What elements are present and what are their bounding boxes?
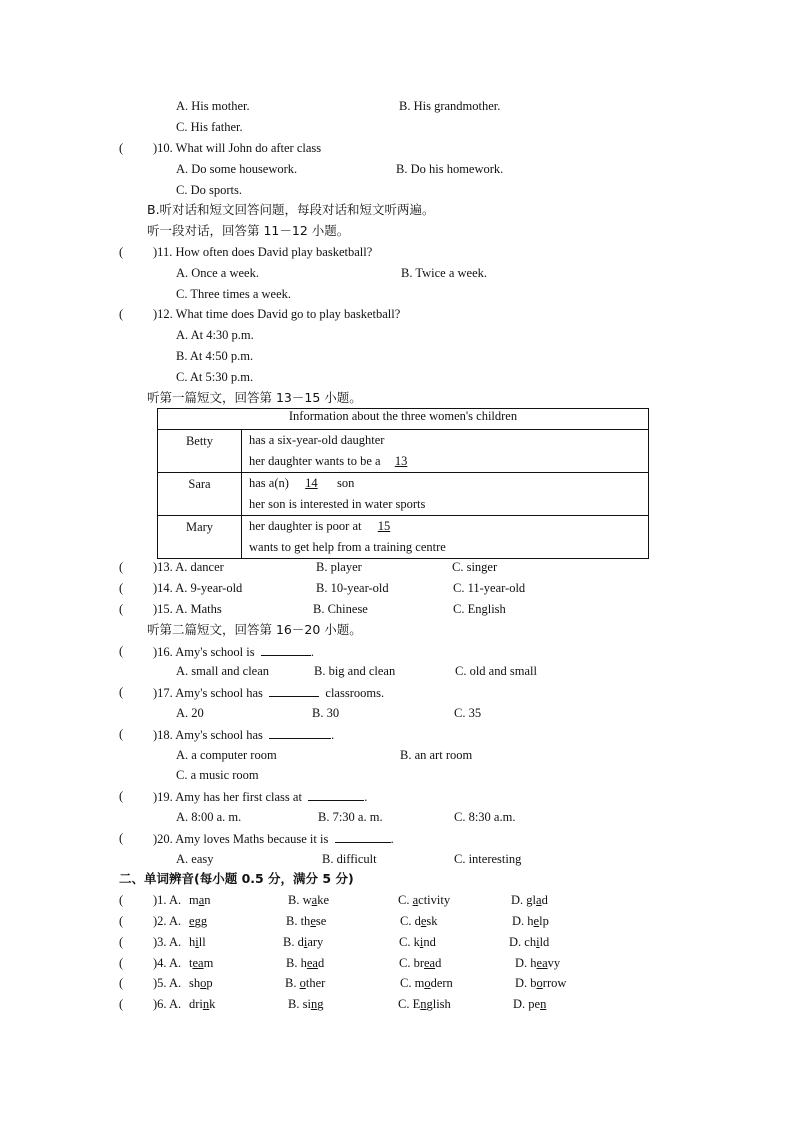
w3-option-a (189, 934, 206, 950)
q19-answer-blank (308, 788, 364, 801)
w2a-key: e (189, 914, 195, 928)
q11-option-c: C. Three times a week. (176, 287, 292, 301)
q20-paren: ( (119, 831, 124, 845)
q16-answer-blank (261, 643, 311, 656)
dialog1-instruction: 听一段对话，回答第 11－12 小题。 (147, 223, 350, 238)
q18-answer-blank (269, 726, 331, 739)
w3-paren: ( (119, 935, 124, 949)
w1-option-a (189, 892, 211, 908)
w5b-post: ther (305, 976, 326, 990)
q12-option-c: C. At 5:30 p.m. (176, 370, 254, 384)
w4c-pre: C. br (399, 956, 424, 970)
w1-option-b (288, 892, 329, 908)
q10-paren: ( (119, 141, 124, 155)
q14-option-c: C. 11-year-old (453, 581, 526, 595)
w2a-post: gg (194, 914, 208, 928)
w5-option-c (400, 975, 453, 991)
w5a-post: p (206, 976, 213, 990)
sara-line1-a: has a(n) (249, 476, 289, 490)
q9-option-b: B. His grandmother. (399, 99, 501, 113)
w3d-pre: D. ch (509, 935, 537, 949)
table-row-mary-name: Mary (158, 516, 242, 559)
q9-option-a: A. His mother. (176, 99, 250, 113)
q11-option-b: B. Twice a week. (401, 266, 488, 280)
w1c-post: ctivity (418, 893, 451, 907)
w4c-key: ea (424, 956, 436, 970)
w5-option-a (189, 975, 213, 991)
w4b-pre: B. h (286, 956, 307, 970)
mary-line2: wants to get help from a training centre (249, 540, 446, 554)
w4b-post: d (317, 956, 325, 970)
sara-line1-b: son (337, 476, 355, 490)
w5-option-b (285, 975, 325, 991)
w2-paren: ( (119, 914, 124, 928)
q14-question: )14. A. 9-year-old (153, 581, 243, 595)
w4-option-c (399, 955, 441, 971)
q16-question (153, 643, 314, 660)
q14-option-b: B. 10-year-old (316, 581, 389, 595)
w2-number: )2. A. (153, 914, 182, 928)
q17-option-c: C. 35 (454, 706, 482, 720)
q20-option-a: A. easy (176, 852, 214, 866)
q10-option-c: C. Do sports. (176, 183, 242, 197)
w3d-post: ld (539, 935, 550, 949)
w2c-post: sk (426, 914, 438, 928)
q18-end: . (331, 728, 335, 742)
w6b-pre: B. si (288, 997, 311, 1011)
w2d-post: lp (539, 914, 549, 928)
q11-question: )11. How often does David play basketball? (153, 245, 373, 259)
q19-question (153, 788, 367, 805)
q19-option-c: C. 8:30 a.m. (454, 810, 516, 824)
w6d-key: n (540, 997, 547, 1011)
w2c-key: e (420, 914, 427, 928)
q20-option-c: C. interesting (454, 852, 522, 866)
q17-paren: ( (119, 685, 124, 699)
q12-question: )12. What time does David go to play basketball? (153, 307, 401, 321)
table-row-sara-name: Sara (158, 473, 242, 516)
q20-answer-blank (335, 830, 391, 843)
w5-option-d (515, 975, 566, 991)
q18-question (153, 726, 334, 743)
q19-option-a: A. 8:00 a. m. (176, 810, 242, 824)
q16-end: . (310, 645, 314, 659)
w4a-post: m (203, 956, 214, 970)
blank-15: 15 (377, 519, 391, 533)
w3a-pre: h (189, 935, 196, 949)
w4-option-a (189, 955, 213, 971)
w6a-post: k (209, 997, 216, 1011)
w3-option-c (399, 934, 436, 950)
w5c-pre: C. m (400, 976, 425, 990)
w1-option-c (398, 892, 450, 908)
w3-option-d (509, 934, 549, 950)
w5a-pre: sh (189, 976, 201, 990)
table-row-sara-desc (242, 473, 649, 516)
q12-option-a: A. At 4:30 p.m. (176, 328, 254, 342)
q19-text: )19. Amy has her first class at (153, 790, 302, 804)
q17-option-a: A. 20 (176, 706, 204, 720)
w6a-key: n (202, 997, 210, 1011)
q13-paren: ( (119, 560, 124, 574)
table-row-betty-name: Betty (158, 430, 242, 473)
w3a-post: ll (198, 935, 206, 949)
w6-option-a (189, 996, 215, 1012)
passage2-instruction: 听第二篇短文，回答第 16－20 小题。 (147, 622, 362, 637)
passage1-instruction: 听第一篇短文，回答第 13－15 小题。 (147, 390, 362, 405)
w3b-key: i (303, 935, 308, 949)
w1-option-d (511, 892, 548, 908)
q13-question: )13. A. dancer (153, 560, 224, 574)
w2c-pre: C. d (400, 914, 421, 928)
sara-line2: her son is interested in water sports (249, 497, 426, 511)
q11-paren: ( (119, 245, 124, 259)
w3c-pre: C. k (399, 935, 420, 949)
w4-paren: ( (119, 956, 124, 970)
q18-option-a: A. a computer room (176, 748, 277, 762)
w1-number: )1. A. (153, 893, 182, 907)
q16-option-b: B. big and clean (314, 664, 396, 678)
w2d-key: e (533, 914, 540, 928)
betty-line2-text: her daughter wants to be a (249, 454, 381, 468)
q9-option-c: C. His father. (176, 120, 243, 134)
w2-option-a (189, 913, 207, 929)
q10-option-b: B. Do his homework. (396, 162, 504, 176)
w5c-post: dern (430, 976, 453, 990)
w2-option-c (400, 913, 438, 929)
q15-question: )15. A. Maths (153, 602, 222, 616)
w3c-key: i (419, 935, 424, 949)
q17-option-b: B. 30 (312, 706, 340, 720)
q16-text: )16. Amy's school is (153, 645, 255, 659)
q19-end: . (364, 790, 368, 804)
w5a-key: o (200, 976, 207, 990)
w4d-post: vy (547, 956, 561, 970)
q18-option-b: B. an art room (400, 748, 473, 762)
q16-option-c: C. old and small (455, 664, 537, 678)
w1a-pre: m (189, 893, 199, 907)
q15-paren: ( (119, 602, 124, 616)
w6-option-d (513, 996, 546, 1012)
mary-line1 (249, 516, 648, 537)
q17-question (153, 684, 384, 701)
w6b-post: g (317, 997, 324, 1011)
q16-paren: ( (119, 644, 124, 658)
w2-option-b (286, 913, 326, 929)
q10-option-a: A. Do some housework. (176, 162, 298, 176)
q20-end: . (390, 832, 394, 846)
w6c-key: n (420, 997, 427, 1011)
w6c-pre: C. E (398, 997, 421, 1011)
q10-question: )10. What will John do after class (153, 141, 322, 155)
w6c-post: glish (426, 997, 451, 1011)
w6-option-c (398, 996, 451, 1012)
q15-option-c: C. English (453, 602, 506, 616)
q19-option-b: B. 7:30 a. m. (318, 810, 383, 824)
w6b-key: n (310, 997, 318, 1011)
w1b-key: a (311, 893, 318, 907)
w6-number: )6. A. (153, 997, 182, 1011)
q20-question (153, 830, 394, 847)
table-row-mary-desc (242, 516, 649, 559)
w1a-key: a (198, 893, 205, 907)
w5c-key: o (424, 976, 431, 990)
w2b-key: e (310, 914, 316, 928)
betty-line1: has a six-year-old daughter (249, 433, 385, 447)
w5-number: )5. A. (153, 976, 182, 990)
w3c-post: nd (423, 935, 436, 949)
blank-14: 14 (305, 476, 318, 490)
w4d-pre: D. h (515, 956, 537, 970)
q12-option-b: B. At 4:50 p.m. (176, 349, 254, 363)
mary-line1-text: her daughter is poor at (249, 519, 362, 533)
w3b-pre: B. d (283, 935, 304, 949)
w4a-pre: t (189, 956, 193, 970)
q17-answer-blank (269, 684, 319, 697)
w3b-post: ary (307, 935, 324, 949)
w6-paren: ( (119, 997, 124, 1011)
w3d-key: i (536, 935, 540, 949)
info-table-header: Information about the three women's children (158, 409, 649, 430)
q13-option-b: B. player (316, 560, 362, 574)
w2b-pre: B. th (286, 914, 311, 928)
w5d-pre: D. b (515, 976, 537, 990)
w1b-post: ke (317, 893, 329, 907)
q18-text: )18. Amy's school has (153, 728, 263, 742)
w1d-pre: D. gl (511, 893, 536, 907)
q14-paren: ( (119, 581, 124, 595)
w5b-pre: B. (285, 976, 300, 990)
q15-option-b: B. Chinese (313, 602, 368, 616)
w5-paren: ( (119, 976, 124, 990)
q11-option-a: A. Once a week. (176, 266, 259, 280)
w1c-pre: C. (398, 893, 413, 907)
w2-option-d (512, 913, 549, 929)
w2d-pre: D. h (512, 914, 534, 928)
w3-option-b (283, 934, 323, 950)
w6d-pre: D. pe (513, 997, 541, 1011)
w2b-post: se (315, 914, 327, 928)
q16-option-a: A. small and clean (176, 664, 270, 678)
w6a-pre: dri (189, 997, 203, 1011)
sara-line1 (249, 473, 648, 494)
q18-paren: ( (119, 727, 124, 741)
table-row-betty-desc (242, 430, 649, 473)
w1a-post: n (204, 893, 211, 907)
q17-text: )17. Amy's school has (153, 686, 263, 700)
w1d-key: a (536, 893, 542, 907)
betty-line2 (249, 451, 648, 472)
w5d-post: rrow (542, 976, 567, 990)
w5d-key: o (536, 976, 543, 990)
w1c-key: a (412, 893, 419, 907)
w5b-key: o (299, 976, 306, 990)
w1b-pre: B. w (288, 893, 312, 907)
w4d-key: ea (536, 956, 548, 970)
w4-option-d (515, 955, 560, 971)
w4c-post: d (435, 956, 442, 970)
info-table (157, 408, 649, 559)
w4a-key: ea (192, 956, 204, 970)
q19-paren: ( (119, 789, 124, 803)
section-b-instruction: B.听对话和短文回答问题，每段对话和短文听两遍。 (147, 202, 435, 217)
q20-text: )20. Amy loves Maths because it is (153, 832, 329, 846)
w4-option-b (286, 955, 324, 971)
section2-title: 二、单词辨音(每小题 0.5 分，满分 5 分) (119, 871, 354, 886)
q20-option-b: B. difficult (322, 852, 377, 866)
w4-number: )4. A. (153, 956, 182, 970)
blank-13: 13 (394, 454, 408, 468)
w4b-key: ea (306, 956, 318, 970)
w6-option-b (288, 996, 323, 1012)
w1-paren: ( (119, 893, 124, 907)
q12-paren: ( (119, 307, 124, 321)
q18-option-c: C. a music room (176, 768, 259, 782)
w1d-post: d (541, 893, 548, 907)
w3a-key: i (195, 935, 199, 949)
q17-end: classrooms. (325, 686, 385, 700)
q13-option-c: C. singer (452, 560, 498, 574)
w3-number: )3. A. (153, 935, 182, 949)
